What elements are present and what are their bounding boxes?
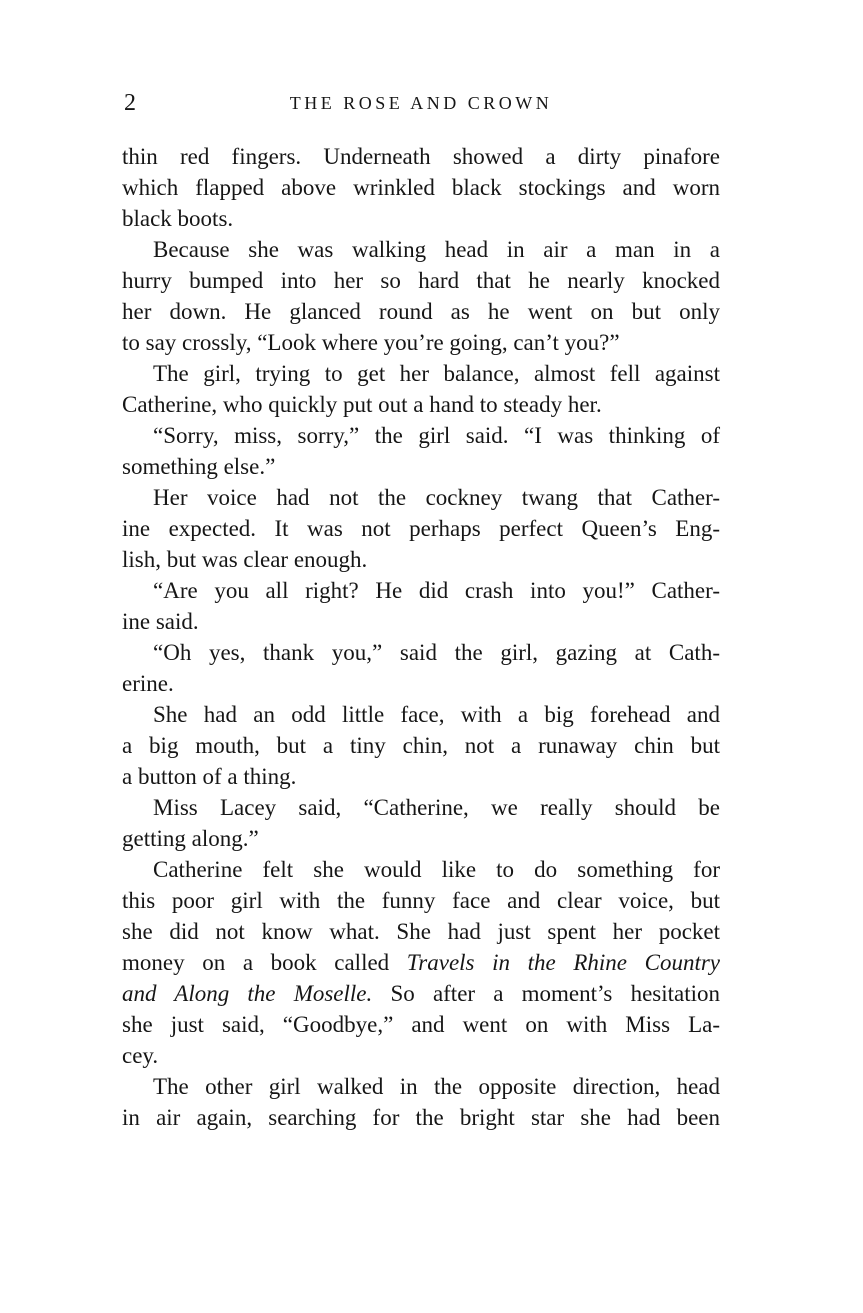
- text-segment: her down. He glanced round as he went on but only: [122, 299, 720, 324]
- paragraph: [122, 575, 720, 637]
- paragraph: [122, 637, 720, 699]
- text-segment: The other girl walked in the opposite direction, head: [153, 1074, 720, 1099]
- text-line: [122, 699, 720, 730]
- text-segment: Because she was walking head in air a man in a: [153, 237, 720, 262]
- text-line: [122, 172, 720, 203]
- paragraph: [122, 482, 720, 575]
- text-line: [122, 296, 720, 327]
- text-line: [122, 358, 720, 389]
- text-line: [122, 1040, 720, 1071]
- text-line: [122, 451, 720, 482]
- text-line: [122, 668, 720, 699]
- text-segment: cey.: [122, 1043, 159, 1068]
- text-segment: The girl, trying to get her balance, almost fell against: [153, 361, 720, 386]
- paragraph: [122, 699, 720, 792]
- text-line: [122, 575, 720, 606]
- text-line: [122, 420, 720, 451]
- text-line: [122, 389, 720, 420]
- page-header: [122, 90, 720, 120]
- text-segment: to say crossly, “Look where you’re going, can’t you?”: [122, 330, 620, 355]
- text-line: [122, 761, 720, 792]
- text-segment: she did not know what. She had just spent her pocket: [122, 919, 720, 944]
- paragraph: [122, 854, 720, 1071]
- text-segment: thin red fingers. Underneath showed a dirty pinafore: [122, 144, 720, 169]
- text-segment: black boots.: [122, 206, 234, 231]
- text-segment: in air again, searching for the bright star she had been: [122, 1105, 720, 1130]
- paragraph: [122, 420, 720, 482]
- text-line: [122, 141, 720, 172]
- text-line: [122, 637, 720, 668]
- text-segment: money on a book called: [122, 950, 407, 975]
- text-segment: this poor girl with the funny face and clear voice, but: [122, 888, 720, 913]
- text-segment: hurry bumped into her so hard that he nearly knocked: [122, 268, 720, 293]
- text-line: [122, 606, 720, 637]
- text-segment: ine expected. It was not perhaps perfect Queen’s Eng-: [122, 516, 720, 541]
- text-segment: Catherine felt she would like to do something for: [153, 857, 720, 882]
- italic-text: Travels in the Rhine Country: [406, 950, 720, 975]
- text-line: [122, 544, 720, 575]
- text-segment: Catherine, who quickly put out a hand to steady her.: [122, 392, 602, 417]
- text-line: [122, 482, 720, 513]
- text-line: [122, 513, 720, 544]
- text-segment: ine said.: [122, 609, 199, 634]
- text-line: [122, 1102, 720, 1133]
- text-segment: a button of a thing.: [122, 764, 297, 789]
- italic-text: and Along the Moselle.: [122, 981, 373, 1006]
- text-segment: Miss Lacey said, “Catherine, we really should be: [153, 795, 720, 820]
- text-line: [122, 854, 720, 885]
- text-segment: lish, but was clear enough.: [122, 547, 368, 572]
- running-head: THE ROSE AND CROWN: [289, 93, 553, 113]
- text-line: [122, 792, 720, 823]
- paragraph: [122, 358, 720, 420]
- text-segment: getting along.”: [122, 826, 259, 851]
- text-line: [122, 1071, 720, 1102]
- text-segment: which flapped above wrinkled black stockings and worn: [122, 175, 720, 200]
- paragraph: [122, 1071, 720, 1133]
- text-segment: “Sorry, miss, sorry,” the girl said. “I was thinking of: [153, 423, 720, 448]
- text-line: [122, 327, 720, 358]
- paragraph: [122, 234, 720, 358]
- text-segment: So after a moment’s hesitation: [372, 981, 720, 1006]
- text-segment: “Oh yes, thank you,” said the girl, gazing at Cath-: [153, 640, 720, 665]
- text-line: [122, 203, 720, 234]
- paragraph: [122, 792, 720, 854]
- page-number: 2: [124, 90, 136, 116]
- text-segment: Her voice had not the cockney twang that Cather-: [153, 485, 720, 510]
- text-segment: a big mouth, but a tiny chin, not a runaway chin but: [122, 733, 720, 758]
- text-segment: “Are you all right? He did crash into you!” Cather-: [153, 578, 720, 603]
- text-segment: She had an odd little face, with a big forehead and: [153, 702, 720, 727]
- text-line: [122, 730, 720, 761]
- text-line: [122, 916, 720, 947]
- text-line: [122, 978, 720, 1009]
- text-segment: erine.: [122, 671, 174, 696]
- text-line: [122, 947, 720, 978]
- text-line: [122, 1009, 720, 1040]
- paragraph: [122, 141, 720, 234]
- text-line: [122, 265, 720, 296]
- page-body: [122, 141, 720, 1133]
- text-line: [122, 234, 720, 265]
- text-line: [122, 823, 720, 854]
- text-segment: something else.”: [122, 454, 276, 479]
- text-segment: she just said, “Goodbye,” and went on with Miss La-: [122, 1012, 720, 1037]
- text-line: [122, 885, 720, 916]
